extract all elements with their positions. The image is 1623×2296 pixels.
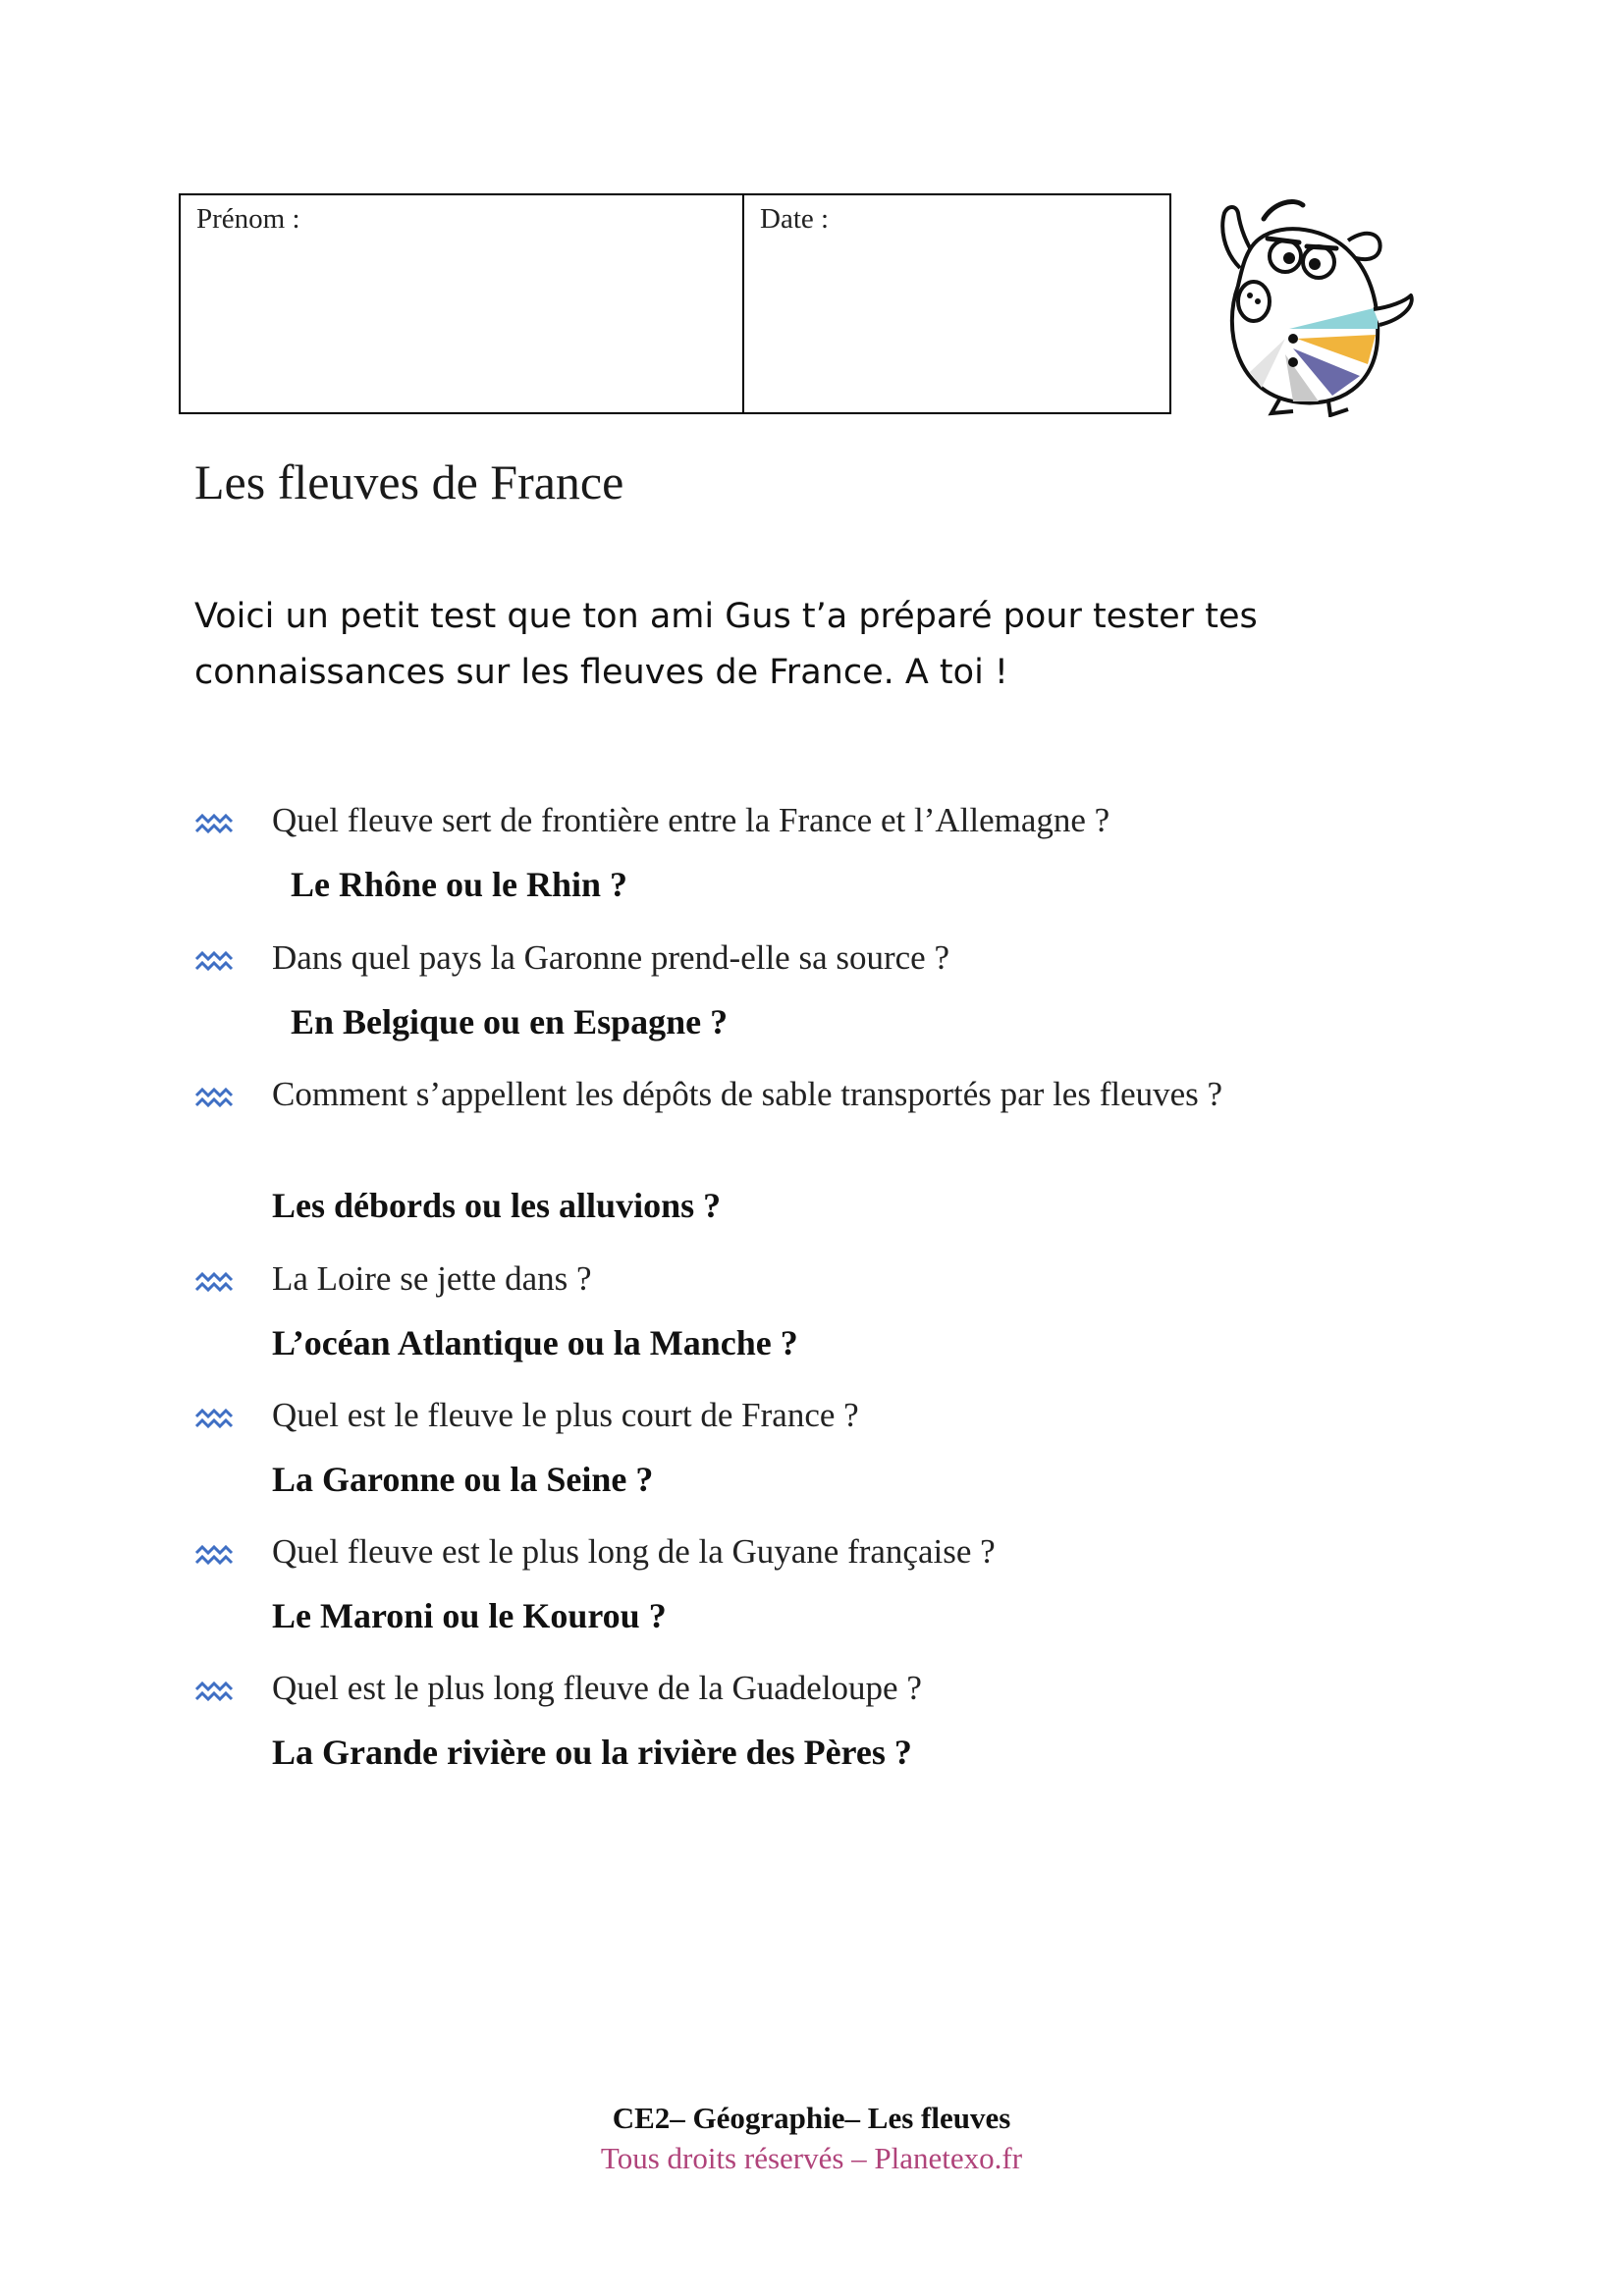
answer-choices: Le Rhône ou le Rhin ? [291,865,628,904]
first-name-field[interactable] [181,195,744,412]
question-text: Quel fleuve est le plus long de la Guyane française ? [272,1532,996,1571]
question-text: Dans quel pays la Garonne prend-elle sa source ? [272,938,950,977]
answer-choices: Le Maroni ou le Kourou ? [272,1596,667,1635]
page-title: Les fleuves de France [194,454,624,509]
answer-choices: Les débords ou les alluvions ? [272,1186,722,1225]
intro-text: Voici un petit test que ton ami Gus t’a préparé pour tester tes connaissances sur les fleuves de France. A toi ! [194,597,1258,692]
answer-choices: La Grande rivière ou la rivière des Pères ? [272,1733,912,1772]
question-text: Quel fleuve sert de frontière entre la France et l’Allemagne ? [272,801,1110,839]
answer-choices: La Garonne ou la Seine ? [272,1460,654,1499]
answer-choices: L’océan Atlantique ou la Manche ? [272,1323,798,1362]
date-field[interactable] [744,195,1169,412]
water-waves-icon [194,1681,234,1702]
date-label: Date : [760,203,830,235]
water-waves-icon [194,1087,234,1108]
water-waves-icon [194,950,234,972]
answer-choices: En Belgique ou en Espagne ? [291,1002,729,1041]
first-name-label: Prénom : [196,203,300,235]
water-waves-icon [194,813,234,834]
question-text: Quel est le fleuve le plus court de France ? [272,1396,859,1434]
water-waves-icon [194,1408,234,1429]
name-date-box [179,193,1171,414]
gus-mascot-icon [1203,191,1419,417]
question-text: La Loire se jette dans ? [272,1259,592,1298]
footer-copyright: Tous droits réservés – Planetexo.fr [600,2141,1023,2175]
question-text: Comment s’appellent les dépôts de sable transportés par les fleuves ? [272,1075,1223,1113]
footer-title: CE2– Géographie– Les fleuves [612,2101,1011,2135]
water-waves-icon [194,1271,234,1293]
question-text: Quel est le plus long fleuve de la Guadeloupe ? [272,1669,922,1707]
water-waves-icon [194,1544,234,1566]
